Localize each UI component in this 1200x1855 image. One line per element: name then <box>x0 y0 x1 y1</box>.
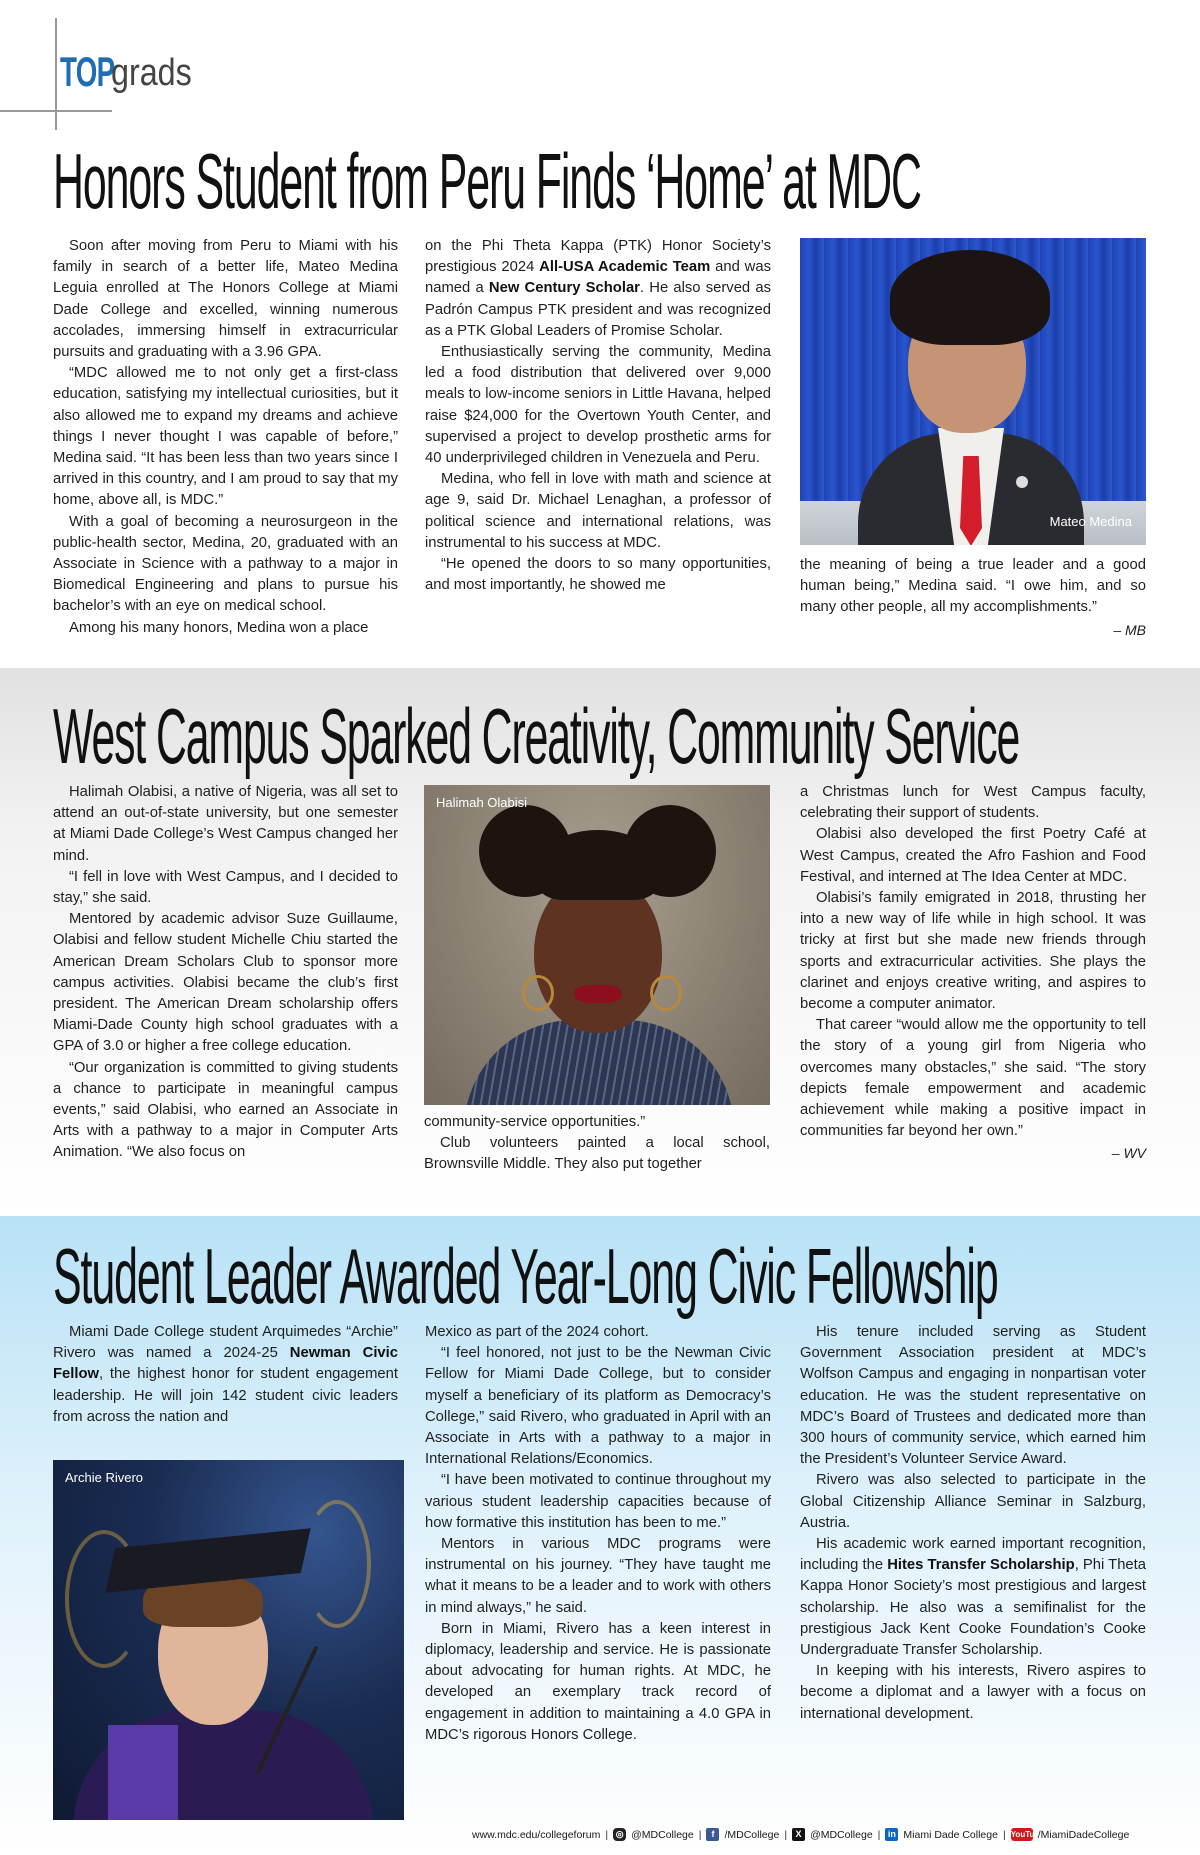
linkedin-icon[interactable]: in <box>885 1828 898 1841</box>
article2-paragraph: “Our organization is committed to giving students a chance to participate in meaningful campus events,” said Olabisi, who earned an Associate in Arts with a pathway to a major in Computer Arts Animation. “We also focus on <box>53 1059 398 1161</box>
footer-url[interactable]: www.mdc.edu/collegeforum <box>472 1828 601 1841</box>
article1-headline: Honors Student from Peru Finds ‘Home’ at MDC <box>53 137 921 225</box>
masthead-rule-horizontal <box>0 110 112 112</box>
article1-paragraph: Soon after moving from Peru to Miami with his family in search of a better life, Mateo Medina Leguia enrolled at The Honors College at Miami Dade College and excelled, winning numerous accolades, immersing himself in extracurricular pursuits and graduating with a 3.96 GPA. <box>53 238 398 361</box>
mateo-medina-photo <box>800 238 1146 545</box>
article1-paragraph: Enthusiastically serving the community, Medina led a food distribution that delivered over 9,000 meals to low-income seniors in Little Havana, helped raise $24,000 for the Overtown Youth Center, and supervised a project to develop prosthetic arms for 40 underprivileged children in Venezuela and Peru. <box>425 344 771 467</box>
hites-transfer-scholarship: Hites Transfer Scholarship <box>887 1557 1075 1574</box>
article3-paragraph: His tenure included serving as Student Government Association president at MDC’s Wolfson Campus and engaging in nonpartisan voter education. He was the student representative on MDC’s Board of Trustees and dedicated more than 300 hours of community service, which earned him the President’s Volunteer Service Award. <box>800 1324 1146 1468</box>
instagram-icon[interactable]: ◎ <box>613 1828 626 1841</box>
article3-paragraph: Mexico as part of the 2024 cohort. <box>425 1324 649 1340</box>
article2-paragraph: Club volunteers painted a local school, Brownsville Middle. They also put together <box>424 1135 770 1173</box>
newman-civic-fellow: Newman Civic Fellow <box>53 1345 399 1383</box>
footer-social-bar: www.mdc.edu/collegeforum | ◎ @MDCollege | f /MDCollege | X @MDCollege | in Miami Dade College | YouTube /MiamiDadeCollege <box>472 1828 1130 1841</box>
article3-column-3 <box>800 1322 1146 1725</box>
article2-paragraph: Halimah Olabisi, a native of Nigeria, was all set to attend an out-of-state university, but one semester at Miami Dade College’s West Campus changed her mind. <box>53 784 398 864</box>
article1-column-2 <box>425 236 771 596</box>
article2-paragraph: Olabisi’s family emigrated in 2018, thrusting her into a new way of life while in high school. It was tricky at first but she made new friends through sports and extracurricular activities. She plays the clarinet and enjoys creative writing, and aspires to become a computer animator. <box>800 890 1146 1013</box>
all-usa-academic-team: All-USA Academic Team <box>539 259 711 276</box>
article3-paragraph: “I feel honored, not just to be the Newman Civic Fellow for Miami Dade College, but to consider myself a beneficiary of its platform as Democracy’s College,” said Rivero, who graduated in April with an Associate in Arts with a pathway to a major in International Relations/Economics. <box>425 1345 771 1468</box>
article3-paragraph: In keeping with his interests, Rivero aspires to become a diplomat and a lawyer with a focus on international development. <box>800 1663 1146 1722</box>
new-century-scholar: New Century Scholar <box>488 280 640 297</box>
article2-paragraph: Olabisi also developed the first Poetry Café at West Campus, created the Afro Fashion and Food Festival, and interned at The Idea Center at MDC. <box>800 826 1146 885</box>
article3-paragraph: Miami Dade College student Arquimedes “Archie” Rivero was named a 2024-25 Newman Civic Fellow, the highest honor for student engagement leadership. He will join 142 student civic leaders from across the nation and <box>53 1324 399 1425</box>
article3-paragraph: Rivero was also selected to participate in the Global Citizenship Alliance Seminar in Salzburg, Austria. <box>800 1472 1146 1531</box>
halimah-olabisi-photo <box>424 785 770 1105</box>
article3-paragraph: “I have been motivated to continue throughout my various student leadership capacities because of how formative this institution has been to me.” <box>425 1472 771 1531</box>
article1-paragraph: “MDC allowed me to not only get a first-class education, satisfying my intellectual curiosities, but it also allowed me to expand my dreams and achieve things I never thought I was capable of before,” Medina said. “It has been less than two years since I arrived in this country, and I am proud to say that my home, above all, is MDC.” <box>53 365 398 509</box>
facebook-handle[interactable]: /MDCollege <box>724 1828 780 1841</box>
article3-column-2 <box>425 1322 771 1746</box>
article1-paragraph: With a goal of becoming a neurosurgeon in the public-health sector, Medina, 20, graduated with an Associate in Science with a pathway to a major in Biomedical Engineering and plans to pursue his bachelor’s with an eye on medical school. <box>53 513 398 615</box>
article2-paragraph: That career “would allow me the opportunity to tell the story of a young girl from Nigeria who overcomes many obstacles,” she said. “The story depicts female empowerment and academic achievement while making a positive impact in communities far beyond her own.” <box>800 1017 1146 1140</box>
photo-caption: Archie Rivero <box>65 1470 144 1485</box>
article3-paragraph: Born in Miami, Rivero has a keen interest in diplomacy, leadership and service. He is passionate about advocating for human rights. At MDC, he developed an exemplary track record of engagement in addition to maintaining a 4.0 GPA in MDC’s rigorous Honors College. <box>425 1620 771 1743</box>
masthead-top: TOP <box>60 48 115 95</box>
author-signature: – WV <box>1111 1145 1146 1162</box>
article2-paragraph: Mentored by academic advisor Suze Guillaume, Olabisi and fellow student Michelle Chiu started the American Dream Scholars Club to sponsor more campus activities. Olabisi became the club’s first president. The American Dream scholarship offers Miami-Dade County high school graduates with a GPA of 3.0 or higher a free college education. <box>53 911 398 1055</box>
article3-paragraph: Mentors in various MDC programs were instrumental on his journey. “They have taught me what it means to be a leader and to work with others in mind always,” he said. <box>425 1536 771 1616</box>
photo-caption: Halimah Olabisi <box>436 795 528 810</box>
article2-paragraph: a Christmas lunch for West Campus faculty, celebrating their support of students. <box>800 784 1146 822</box>
masthead-grads: grads <box>111 52 192 94</box>
linkedin-handle[interactable]: Miami Dade College <box>903 1828 998 1841</box>
article1-column-3 <box>800 555 1146 641</box>
article1-paragraph: Medina, who fell in love with math and science at age 9, said Dr. Michael Lenaghan, a professor of political science and international relations, was instrumental to his success at MDC. <box>425 471 771 551</box>
article1-paragraph: on the Phi Theta Kappa (PTK) Honor Society’s prestigious 2024 All-USA Academic Team and was named a New Century Scholar. He also served as Padrón Campus PTK president and was recognized as a PTK Global Leaders of Promise Scholar. <box>425 238 771 339</box>
article2-paragraph: community-service opportunities.” <box>424 1114 646 1130</box>
article1-paragraph: Among his many honors, Medina won a place <box>69 619 369 636</box>
youtube-handle[interactable]: /MiamiDadeCollege <box>1037 1828 1130 1841</box>
archie-rivero-photo <box>53 1460 404 1820</box>
instagram-handle[interactable]: @MDCollege <box>631 1828 694 1841</box>
x-icon[interactable]: X <box>792 1828 805 1841</box>
article1-paragraph: “He opened the doors to so many opportunities, and most importantly, he showed me <box>425 556 771 594</box>
section-masthead <box>60 48 192 96</box>
article2-column-2 <box>424 1112 770 1176</box>
masthead-rule-vertical <box>55 18 57 130</box>
article3-column-1 <box>53 1322 398 1428</box>
article1-paragraph: the meaning of being a true leader and a good human being,” Medina said. “I owe him, and so many other people, all my accomplishments.” <box>800 557 1146 616</box>
facebook-icon[interactable]: f <box>706 1828 719 1841</box>
article2-headline: West Campus Sparked Creativity, Community Service <box>53 692 1020 780</box>
article2-column-3 <box>800 782 1146 1165</box>
x-handle[interactable]: @MDCollege <box>810 1828 873 1841</box>
article2-column-1 <box>53 782 398 1164</box>
article3-headline: Student Leader Awarded Year-Long Civic Fellowship <box>53 1232 998 1320</box>
author-signature: – MB <box>1113 621 1146 638</box>
youtube-icon[interactable]: YouTube <box>1010 1830 1044 1839</box>
article3-paragraph: His academic work earned important recognition, including the Hites Transfer Scholarship, Phi Theta Kappa Honor Society’s most prestigious and largest scholarship. He also was a semifinalist for the prestigious Jack Kent Cooke Foundation’s Cooke Undergraduate Transfer Scholarship. <box>800 1536 1146 1659</box>
photo-caption: Mateo Medina <box>1049 514 1132 529</box>
article2-paragraph: “I fell in love with West Campus, and I decided to stay,” she said. <box>53 868 398 907</box>
article1-column-1 <box>53 236 398 639</box>
